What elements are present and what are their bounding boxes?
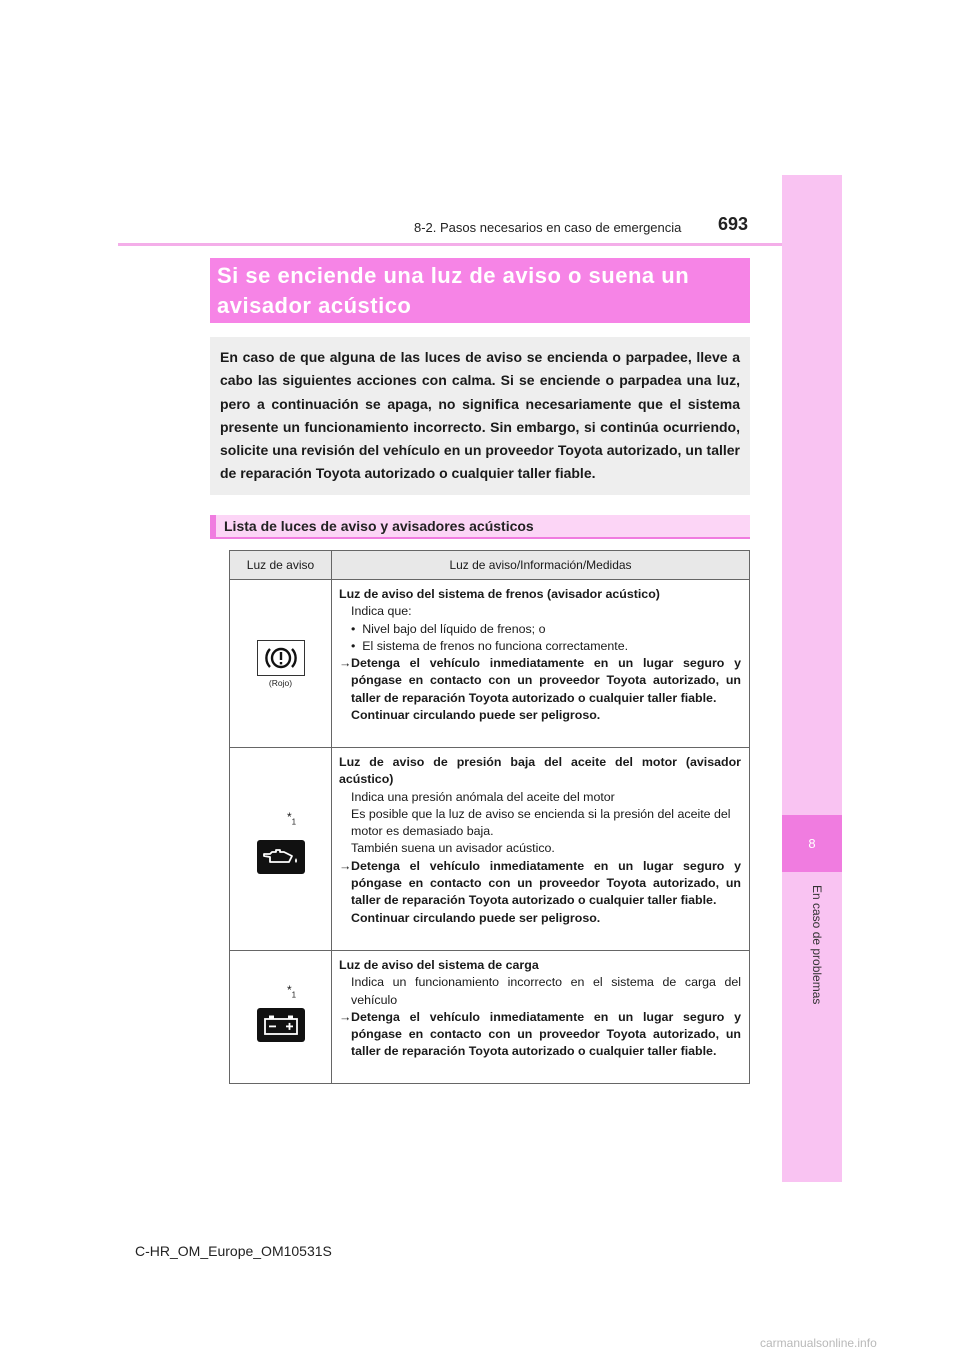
bullet-text: El sistema de frenos no funciona correctamente. (362, 638, 629, 653)
intro-text: En caso de que alguna de las luces de aviso se encienda o parpadee, lleve a cabo las siguientes acciones con calma. Si se enciende o parpadea una luz, pero a continuación se apaga, no significa necesariamente que el sistema presente un funcionamiento incorrecto. Sin embargo, si continúa ocurriendo, solicite una revisión del vehículo en un proveedor Toyota autorizado, un taller de reparación Toyota autorizado o cualquier taller fiable. (220, 349, 740, 482)
table-row (230, 748, 750, 951)
row-action (339, 1009, 741, 1061)
footnote-star: * (287, 983, 292, 997)
footnote-number: 1 (291, 817, 297, 827)
section-heading: Lista de luces de aviso y avisadores acústicos (210, 515, 750, 539)
arrow-right-icon: → (339, 656, 352, 671)
icon-caption-red: (Rojo) (268, 677, 293, 688)
battery-charge-icon (257, 1008, 305, 1042)
arrow-right-icon: → (339, 858, 352, 873)
row-line: Indica una presión anómala del aceite del motor (351, 789, 615, 804)
table-row (230, 580, 750, 748)
brake-warning-icon (257, 640, 305, 676)
page-title-line-2: avisador acústico (217, 293, 412, 318)
table-header-warning-light: Luz de aviso (230, 551, 332, 580)
row-line: Es posible que la luz de aviso se encienda si la presión del aceite del motor es demasiado baja. (351, 806, 731, 839)
row-action (339, 655, 741, 724)
header-section-title: 8-2. Pasos necesarios en caso de emergencia (414, 220, 682, 235)
row-title: Luz de aviso del sistema de carga (339, 958, 539, 972)
brake-info-cell (332, 580, 750, 748)
footnote-marker (287, 810, 296, 826)
footnote-number: 1 (291, 990, 297, 1000)
row-title: Luz de aviso de presión baja del aceite del motor (avisador acústico) (339, 755, 741, 787)
watermark: carmanualsonline.info (760, 1336, 877, 1350)
footnote-marker (287, 983, 296, 999)
action-note: Continuar circulando puede ser peligroso. (351, 910, 601, 925)
row-line: También suena un avisador acústico. (351, 841, 555, 856)
battery-icon-cell (230, 951, 332, 1084)
oil-icon-cell (230, 748, 332, 951)
table-row (230, 951, 750, 1084)
battery-info-cell (332, 951, 750, 1084)
page-number: 693 (718, 214, 749, 234)
action-text: Detenga el vehículo inmediatamente en un lugar seguro y póngase en contacto con un proveedor Toyota autorizado, un taller de reparación Toyota autorizado o cualquier taller fiable. (351, 656, 741, 705)
oil-pressure-icon (257, 840, 305, 874)
table-header-row (230, 551, 750, 580)
chapter-number: 8 (782, 815, 842, 872)
chapter-label: En caso de problemas (810, 885, 824, 1005)
table-header-info: Luz de aviso/Información/Medidas (332, 551, 750, 580)
action-text: Detenga el vehículo inmediatamente en un lugar seguro y póngase en contacto con un proveedor Toyota autorizado, un taller de reparación Toyota autorizado o cualquier taller fiable. (351, 858, 741, 908)
bullet-glyph: • (351, 638, 356, 653)
row-line: Indica que: (351, 604, 412, 619)
action-text: Detenga el vehículo inmediatamente en un lugar seguro y póngase en contacto con un proveedor Toyota autorizado, un taller de reparación Toyota autorizado o cualquier taller fiable. (351, 1009, 741, 1059)
page-title-line-1: Si se enciende una luz de aviso o suena un (217, 263, 690, 288)
action-note: Continuar circulando puede ser peligroso. (351, 708, 601, 723)
footnote-star: * (287, 810, 292, 824)
oil-info-cell (332, 748, 750, 951)
row-action (339, 858, 741, 927)
chapter-side-tab (782, 175, 842, 1182)
footer-document-code: C-HR_OM_Europe_OM10531S (135, 1243, 332, 1259)
row-bullet (339, 621, 741, 638)
arrow-right-icon: → (339, 1009, 352, 1024)
header-rule (118, 243, 782, 246)
row-bullet (339, 638, 741, 655)
brake-icon-cell (230, 580, 332, 748)
row-title: Luz de aviso del sistema de frenos (avisador acústico) (339, 587, 660, 601)
bullet-glyph: • (351, 621, 356, 636)
bullet-text: Nivel bajo del líquido de frenos; o (362, 621, 546, 636)
page-title (210, 258, 750, 323)
intro-box (210, 337, 750, 495)
row-line: Indica un funcionamiento incorrecto en el sistema de carga del vehículo (351, 975, 741, 1007)
warning-lights-table (229, 550, 750, 1084)
